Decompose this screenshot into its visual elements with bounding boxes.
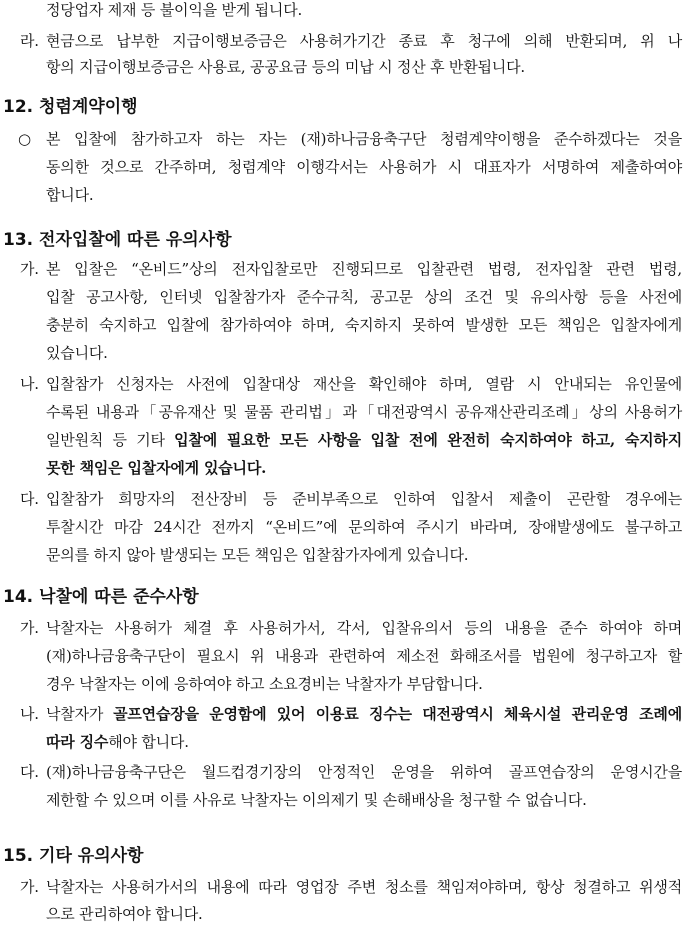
section-heading: 13. 전자입찰에 따른 유의사항 [3,230,232,250]
paragraph-line: 합니다. [46,186,94,204]
list-marker: 나. [20,705,39,723]
paragraph-line: 제한할 수 있으며 이를 사유로 낙찰자는 이의제기 및 손해배상을 청구할 수 없습니다. [46,791,587,809]
emphasis-text: 못한 책임은 입찰자에게 있습니다. [46,459,267,477]
paragraph-line: 경우 낙찰자는 이에 응하여야 하고 소요경비는 낙찰자가 부담합니다. [46,675,483,693]
list-marker: 가. [20,878,39,896]
paragraph-line: 입찰 공고사항, 인터넷 입찰참가자 준수규칙, 공고문 상의 조건 및 유의사항 등을 사전에 [46,288,682,306]
paragraph-line: 낙찰자는 사용허가 체결 후 사용허가서, 각서, 입찰유의서 등의 내용을 준수 하여야 하며 [46,619,682,637]
emphasis-text: 입찰에 필요한 모든 사항을 입찰 전에 완전히 숙지하여야 하고, 숙지하지 [174,431,682,449]
paragraph-line: 수록된 내용과「공유재산 및 물품 관리법」과「대전광역시 공유재산관리조례」상의 사용허가 [46,403,682,421]
plain-text: 해야 합니다. [108,733,189,751]
s11-line: 정당업자 제재 등 불이익을 받게 됩니다. [46,1,303,19]
section-heading: 15. 기타 유의사항 [3,846,144,866]
paragraph-line: (재)하나금융축구단은 월드컵경기장의 안정적인 운영을 위하여 골프연습장의 운영시간을 [46,763,682,781]
list-marker: 라. [20,32,39,50]
paragraph-line: 으로 관리하여야 합니다. [46,905,203,923]
paragraph-line: 입찰참가 신청자는 사전에 입찰대상 재산을 확인해야 하며, 열람 시 안내되는 유인물에 [46,375,682,393]
section-heading: 12. 청렴계약이행 [3,97,138,117]
list-marker: 다. [20,490,39,508]
emphasis-text: 골프연습장을 운영함에 있어 이용료 징수는 대전광역시 체육시설 관리운영 조례에 [113,705,682,723]
paragraph-line: 본 입찰에 참가하고자 하는 자는 (재)하나금융축구단 청렴계약이행을 준수하겠다는 것을 [46,130,682,148]
paragraph-line: 충분히 숙지하고 입찰에 참가하여야 하며, 숙지하지 못하여 발생한 모든 책임은 입찰자에게 [46,316,682,334]
list-marker: 가. [20,619,39,637]
paragraph-line [46,732,189,752]
list-marker: 다. [20,763,39,781]
paragraph-line [46,704,682,724]
section-heading: 14. 낙찰에 따른 준수사항 [3,587,199,607]
paragraph-line: 동의한 것으로 간주하며, 청렴계약 이행각서는 사용허가 시 대표자가 서명하여 제출하여야 [46,158,682,176]
paragraph-line: 항의 지급이행보증금은 사용료, 공공요금 등의 미납 시 정산 후 반환됩니다. [46,58,525,76]
plain-text: 낙찰자가 [46,705,114,723]
paragraph-line: 낙찰자는 사용허가서의 내용에 따라 영업장 주변 청소를 책임져야하며, 항상 청결하고 위생적 [46,878,682,896]
paragraph-line: 투찰시간 마감 24시간 전까지 “온비드”에 문의하여 주시기 바라며, 장애발생에도 불구하고 [46,518,682,536]
emphasis-text: 따라 징수 [46,733,109,751]
plain-text: 일반원칙 등 기타 [46,431,175,449]
paragraph-line: 입찰참가 희망자의 전산장비 등 준비부족으로 인하여 입찰서 제출이 곤란할 경우에는 [46,490,682,508]
paragraph-line: 본 입찰은 “온비드”상의 전자입찰로만 진행되므로 입찰관련 법령, 전자입찰 관련 법령, [46,260,682,278]
paragraph-line: (재)하나금융축구단이 필요시 위 내용과 관련하여 제소전 화해조서를 법원에 청구하고자 할 [46,647,682,665]
list-marker: 나. [20,375,39,393]
list-marker: 가. [20,260,39,278]
paragraph-line: 있습니다. [46,344,108,362]
paragraph-line [46,430,682,450]
paragraph-line: 현금으로 납부한 지급이행보증금은 사용허가기간 종료 후 청구에 의해 반환되며, 위 나 [46,32,682,50]
paragraph-line: 문의를 하지 않아 발생되는 모든 책임은 입찰참가자에게 있습니다. [46,546,469,564]
bullet-marker: ○ [18,130,31,148]
